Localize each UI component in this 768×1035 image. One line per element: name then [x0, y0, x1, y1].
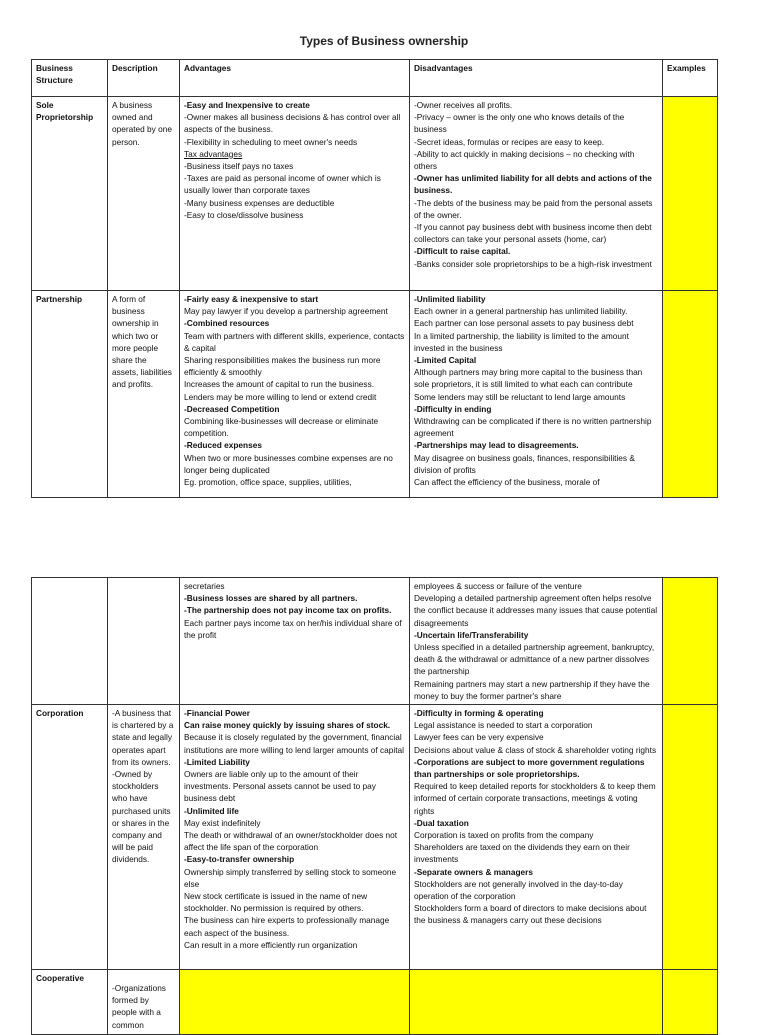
- list-item: Sharing responsibilities makes the business run more efficiently & smoothly: [184, 355, 381, 378]
- list-item: Required to keep detailed reports for stockholders & to keep them informed of certain corporate transactions, meetings & voting rights: [414, 781, 656, 816]
- list-item: -Limited Liability: [184, 756, 250, 767]
- list-item: -Owner receives all profits.: [414, 100, 513, 110]
- disadvantages-partnership-continued: [410, 578, 663, 705]
- list-item: -Flexibility in scheduling to meet owner's needs: [184, 136, 358, 147]
- header-business-structure: Business Structure: [32, 60, 108, 97]
- list-item: Shareholders are taxed on the dividends they earn on their investments: [414, 842, 630, 865]
- list-item: -Decreased Competition: [184, 403, 280, 414]
- list-item: The death or withdrawal of an owner/stockholder does not affect the life span of the corporation: [184, 830, 398, 853]
- description-cooperative-text: -Organizations formed by people with a common: [112, 983, 166, 1030]
- list-item: -Ability to act quickly in making decisions – no checking with others: [414, 148, 635, 172]
- list-item: -Unlimited liability: [414, 294, 486, 304]
- list-item: -Corporations are subject to more government regulations than partnerships or sole proprietorships.: [414, 756, 645, 780]
- examples-partnership: [663, 291, 718, 498]
- examples-sole-proprietorship: [663, 97, 718, 291]
- header-row: [32, 60, 718, 97]
- structure-partnership: Partnership: [32, 291, 108, 498]
- list-item: -Easy-to-transfer ownership: [184, 854, 295, 865]
- list-item: Stockholders are not generally involved in the day-to-day operation of the corporation: [414, 878, 623, 902]
- header-examples: Examples: [663, 60, 718, 97]
- list-item: Unless specified in a detailed partnership agreement, bankruptcy, death & the withdrawal or admittance of a new partner dissolves the partnership: [414, 642, 655, 677]
- list-item: Lawyer fees can be very expensive: [414, 732, 544, 743]
- table-row-corporation: [32, 705, 718, 970]
- list-item: Can raise money quickly by issuing shares of stock.: [184, 720, 391, 731]
- disadvantages-sole-proprietorship: [410, 97, 663, 291]
- structure-corporation: Corporation: [32, 705, 108, 970]
- list-item: -Easy to close/dissolve business: [184, 209, 304, 220]
- list-item: -Difficult to raise capital.: [414, 246, 511, 257]
- advantages-cooperative: [180, 970, 410, 1035]
- list-item: Eg. promotion, office space, supplies, utilities,: [184, 477, 352, 488]
- list-item: -Easy and Inexpensive to create: [184, 100, 310, 110]
- list-item: -Banks consider sole proprietorships to be a high-risk investment: [414, 258, 652, 269]
- table-row-partnership-continued: [32, 578, 718, 705]
- list-item: -The debts of the business may be paid from the personal assets of the owner.: [414, 197, 653, 220]
- list-item: -Partnerships may lead to disagreements.: [414, 440, 579, 451]
- list-item: -Combined resources: [184, 318, 270, 329]
- structure-partnership-continued: [32, 578, 108, 705]
- list-item: In a limited partnership, the liability is limited to the amount invested in the business: [414, 330, 629, 353]
- disadvantages-partnership: [410, 291, 663, 498]
- list-item: Ownership simply transferred by selling stock to someone else: [184, 866, 397, 889]
- list-item: Decisions about value & class of stock & shareholder voting rights: [414, 744, 657, 755]
- table-row-partnership: [32, 291, 718, 498]
- list-item: Legal assistance is needed to start a corporation: [414, 720, 593, 731]
- description-partnership-continued: [108, 578, 180, 705]
- list-item: secretaries: [184, 581, 225, 591]
- list-item: Corporation is taxed on profits from the company: [414, 830, 594, 841]
- document-title: Types of Business ownership: [299, 34, 469, 48]
- advantages-partnership: [180, 291, 410, 498]
- list-item: Developing a detailed partnership agreement often helps resolve the conflict because it addresses many issues that cause potential disagreements: [414, 593, 658, 628]
- list-item: May disagree on business goals, finances, responsibilities & division of profits: [414, 452, 635, 475]
- list-item: Some lenders may still be reluctant to lend large amounts: [414, 391, 626, 402]
- list-item: Owners are liable only up to the amount of their investments. Personal assets cannot be used to pay business debt: [184, 769, 376, 804]
- ownership-table-page-2: [31, 577, 718, 1035]
- examples-cooperative: [663, 970, 718, 1035]
- table-row-sole-proprietorship: [32, 97, 718, 291]
- advantages-partnership-continued: [180, 578, 410, 705]
- list-item: Each partner pays income tax on her/his individual share of the profit: [184, 617, 402, 640]
- list-item: employees & success or failure of the venture: [414, 581, 582, 591]
- table-row-cooperative: [32, 970, 718, 1035]
- header-advantages: Advantages: [180, 60, 410, 97]
- list-item: Stockholders form a board of directors to make decisions about the business & managers carry out these decisions: [414, 903, 647, 926]
- list-item: -Dual taxation: [414, 817, 469, 828]
- list-item: Increases the amount of capital to run the business.: [184, 379, 375, 390]
- list-item: -Many business expenses are deductible: [184, 197, 335, 208]
- ownership-table-page-1: [31, 59, 718, 498]
- list-item: Each owner in a general partnership has unlimited liability.: [414, 306, 628, 317]
- header-description: Description: [108, 60, 180, 97]
- disadvantages-corporation: [410, 705, 663, 970]
- list-item: Each partner can lose personal assets to pay business debt: [414, 318, 634, 329]
- list-item: May pay lawyer if you develop a partnership agreement: [184, 306, 388, 317]
- header-disadvantages: Disadvantages: [410, 60, 663, 97]
- advantages-sole-proprietorship: [180, 97, 410, 291]
- advantages-corporation: [180, 705, 410, 970]
- list-item: -Business itself pays no taxes: [184, 161, 294, 172]
- description-corporation: -A business that is chartered by a state and legally operates apart from its owners. -Owned by stockholders who have purchased units or shares in the company and will be paid dividends.: [108, 705, 180, 970]
- list-item: -The partnership does not pay income tax on profits.: [184, 605, 392, 616]
- list-item: Although partners may bring more capital to the business than sole proprietors, it is still limited to what each can contribute: [414, 367, 643, 390]
- list-item: -If you cannot pay business debt with business income then debt collectors can take your personal assets (home, car): [414, 222, 652, 245]
- list-item: Remaining partners may start a new partnership if they have the money to buy the former partner's share: [414, 678, 650, 701]
- list-item: Can affect the efficiency of the business, morale of: [414, 477, 600, 488]
- list-item: Tax advantages: [184, 148, 243, 159]
- list-item: Team with partners with different skills, experience, contacts & capital: [184, 330, 405, 353]
- list-item: -Taxes are paid as personal income of owner which is usually lower than corporate taxes: [184, 173, 381, 196]
- examples-corporation: [663, 705, 718, 970]
- list-item: -Owner has unlimited liability for all debts and actions of the business.: [414, 173, 652, 196]
- description-partnership: A form of business ownership in which two or more people share the assets, liabilities and profits.: [108, 291, 180, 498]
- list-item: -Business losses are shared by all partners.: [184, 593, 358, 604]
- list-item: New stock certificate is issued in the name of new stockholder. No permission is required by others.: [184, 891, 368, 914]
- examples-partnership-continued: [663, 578, 718, 705]
- list-item: Combining like-businesses will decrease or eliminate competition.: [184, 416, 379, 439]
- list-item: -Unlimited life: [184, 805, 239, 816]
- list-item: The business can hire experts to professionally manage each aspect of the business.: [184, 915, 390, 938]
- list-item: Because it is closely regulated by the government, financial institutions are more willing to lend larger amounts of capital: [184, 732, 404, 755]
- list-item: -Separate owners & managers: [414, 866, 533, 877]
- list-item: -Privacy – owner is the only one who knows details of the business: [414, 112, 625, 135]
- list-item: -Reduced expenses: [184, 440, 262, 451]
- list-item: -Limited Capital: [414, 355, 477, 366]
- list-item: When two or more businesses combine expenses are no longer being duplicated: [184, 452, 393, 475]
- list-item: Can result in a more efficiently run organization: [184, 939, 358, 950]
- description-cooperative: [108, 970, 180, 1035]
- list-item: -Fairly easy & inexpensive to start: [184, 294, 319, 304]
- disadvantages-cooperative: [410, 970, 663, 1035]
- list-item: -Owner makes all business decisions & has control over all aspects of the business.: [184, 112, 401, 135]
- list-item: Withdrawing can be complicated if there is no written partnership agreement: [414, 416, 652, 439]
- list-item: -Financial Power: [184, 708, 250, 719]
- list-item: -Difficulty in forming & operating: [414, 708, 544, 719]
- list-item: -Secret ideas, formulas or recipes are easy to keep.: [414, 136, 604, 147]
- structure-sole-proprietorship: Sole Proprietorship: [32, 97, 108, 291]
- list-item: May exist indefinitely: [184, 817, 261, 828]
- structure-cooperative: Cooperative: [32, 970, 108, 1035]
- list-item: Lenders may be more willing to lend or extend credit: [184, 391, 377, 402]
- list-item: -Uncertain life/Transferability: [414, 629, 529, 640]
- description-sole-proprietorship: A business owned and operated by one person.: [108, 97, 180, 291]
- list-item: -Difficulty in ending: [414, 403, 492, 414]
